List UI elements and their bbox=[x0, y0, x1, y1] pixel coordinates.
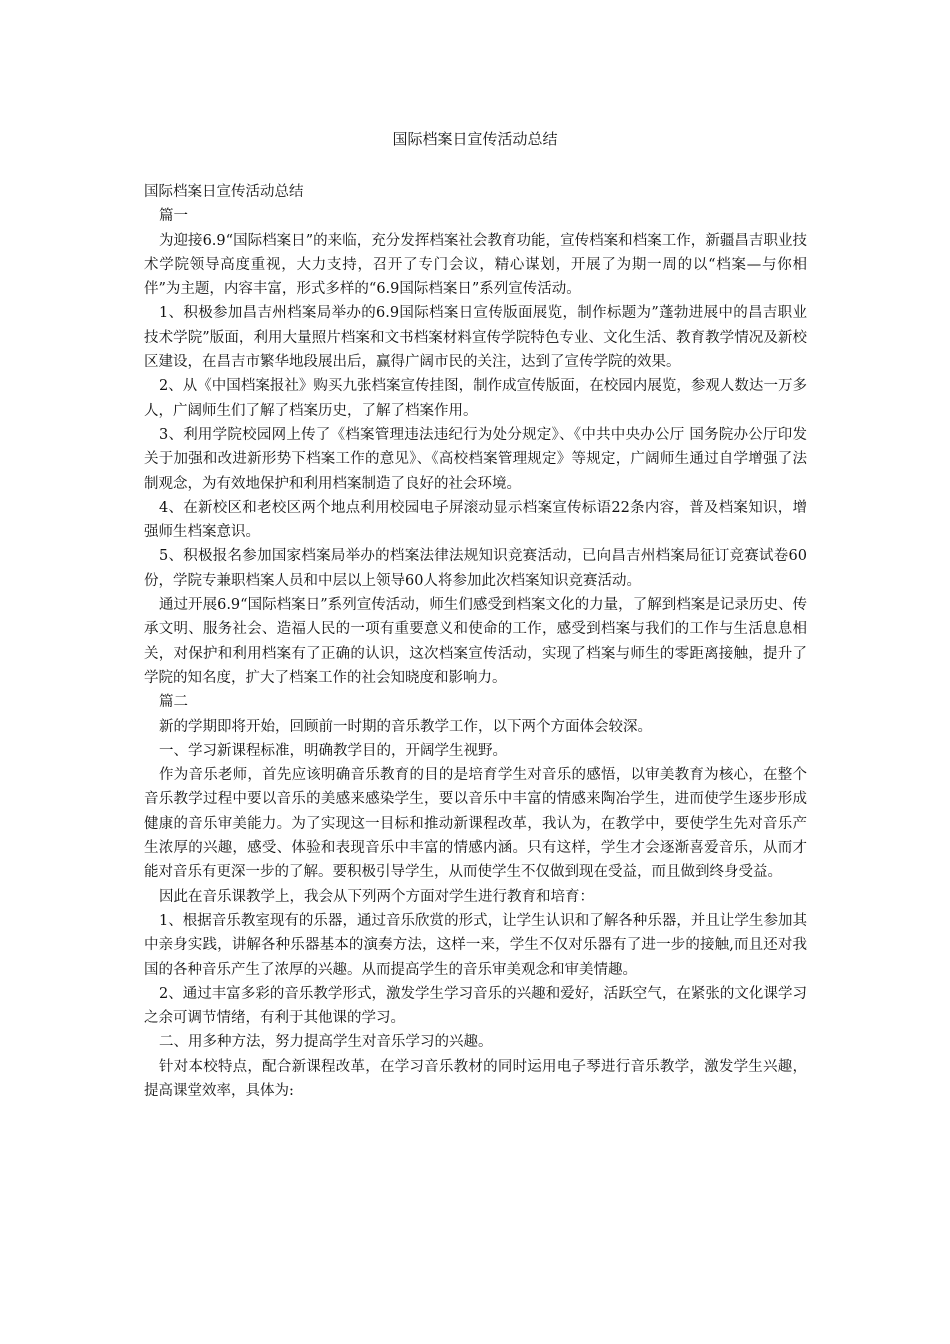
paragraph: 2、通过丰富多彩的音乐教学形式，激发学生学习音乐的兴趣和爱好，活跃空气，在紧张的文化课学习之余可调节情绪，有利于其他课的学习。 bbox=[144, 985, 807, 1027]
paragraph: 篇二 bbox=[159, 694, 188, 711]
paragraph: 1、积极参加昌吉州档案局举办的6.9国际档案日宣传版面展览，制作标题为”蓬勃进展中的昌吉职业技术学院”版面，利用大量照片档案和文书档案材料宣传学院特色专业、文化生活、教育教学情况及新校区建设，在昌吉市繁华地段展出后，赢得广阔市民的关注，达到了宣传学院的效果。 bbox=[144, 305, 807, 371]
paragraph: 1、根据音乐教室现有的乐器，通过音乐欣赏的形式，让学生认识和了解各种乐器，并且让学生参加其中亲身实践，讲解各种乐器基本的演奏方法，这样一来，学生不仅对乐器有了进一步的接触,而且还对我国的各种音乐产生了浓厚的兴趣。从而提高学生的音乐审美观念和审美情趣。 bbox=[144, 912, 807, 978]
paragraph: 国际档案日宣传活动总结 bbox=[144, 184, 304, 200]
paragraph: 作为音乐老师，首先应该明确音乐教育的目的是培育学生对音乐的感悟，以审美教育为核心，在整个音乐教学过程中要以音乐的美感来感染学生，要以音乐中丰富的情感来陶冶学生，进而使学生逐步形成健康的音乐审美能力。为了实现这一目标和推动新课程改革，我认为，在教学中，要使学生先对音乐产生浓厚的兴趣，感受、体验和表现音乐中丰富的情感内涵。只有这样，学生才会逐渐喜爱音乐，从而才能对音乐有更深一步的了解。要积极引导学生，从而使学生不仅做到现在受益，而且做到终身受益。 bbox=[144, 767, 807, 881]
paragraph: 4、在新校区和老校区两个地点利用校园电子屏滚动显示档案宣传标语22条内容，普及档案知识，增强师生档案意识。 bbox=[144, 499, 807, 541]
paragraph: 通过开展6.9“国际档案日”系列宣传活动，师生们感受到档案文化的力量，了解到档案是记录历史、传承文明、服务社会、造福人民的一项有重要意义和使命的工作，感受到档案与我们的工作与生活息息相关，对保护和利用档案有了正确的认识，这次档案宣传活动，实现了档案与师生的零距离接触，提升了学院的知名度，扩大了档案工作的社会知晓度和影响力。 bbox=[144, 597, 807, 686]
document-title: 国际档案日宣传活动总结 bbox=[392, 130, 558, 148]
paragraph: 2、从《中国档案报社》购买九张档案宣传挂图，制作成宣传版面，在校园内展览，参观人数达一万多人，广阔师生们了解了档案历史，了解了档案作用。 bbox=[144, 378, 807, 419]
paragraph: 因此在音乐课教学上，我会从下列两个方面对学生进行教育和培育： bbox=[159, 888, 594, 905]
paragraph: 新的学期即将开始，回顾前一时期的音乐教学工作，以下两个方面体会较深。 bbox=[159, 718, 652, 735]
paragraph: 3、利用学院校园网上传了《档案管理违法违纪行为处分规定》、《中共中央办公厅 国务院办公厅印发关于加强和改进新形势下档案工作的意见》、《高校档案管理规定》等规定，广阔师生通过自学增强了法制观念，为有效地保护和利用档案制造了良好的社会环境。 bbox=[144, 426, 807, 492]
paragraph: 5、积极报名参加国家档案局举办的档案法律法规知识竞赛活动，已向昌吉州档案局征订竞赛试卷60份，学院专兼职档案人员和中层以上领导60人将参加此次档案知识竞赛活动。 bbox=[144, 548, 807, 589]
paragraph: 为迎接6.9“国际档案日”的来临，充分发挥档案社会教育功能，宣传档案和档案工作，新疆昌吉职业技术学院领导高度重视，大力支持，召开了专门会议，精心谋划，开展了为期一周的以“档案—与你相伴”为主题，内容丰富，形式多样的“6.9国际档案日”系列宣传活动。 bbox=[144, 232, 807, 298]
paragraph: 二、用多种方法，努力提高学生对音乐学习的兴趣。 bbox=[159, 1034, 493, 1051]
paragraph: 篇一 bbox=[159, 208, 188, 225]
document-body bbox=[144, 180, 807, 1103]
paragraph: 一、学习新课程标准，明确教学目的，开阔学生视野。 bbox=[159, 742, 507, 759]
paragraph: 针对本校特点，配合新课程改革，在学习音乐教材的同时运用电子琴进行音乐教学，激发学生兴趣，提高课堂效率，具体为: bbox=[144, 1058, 807, 1099]
